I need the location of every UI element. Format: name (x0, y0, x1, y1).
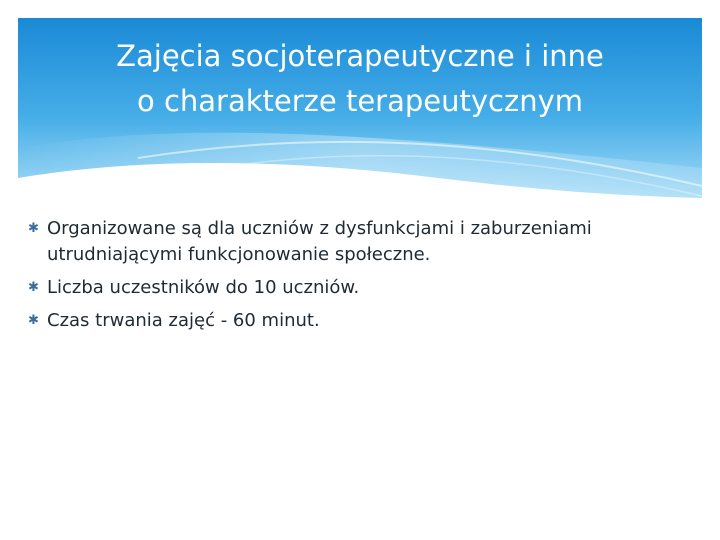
asterisk-bullet-icon: ✱ (28, 280, 39, 295)
bullet-item (28, 216, 688, 268)
title-banner (18, 18, 702, 200)
bullet-text: Czas trwania zajęć - 60 minut. (47, 310, 320, 331)
bullet-item (28, 308, 688, 334)
asterisk-bullet-icon: ✱ (28, 313, 39, 328)
slide-title-line: o charakterze terapeutycznym (137, 84, 583, 118)
bullet-text: Liczba uczestników do 10 uczniów. (47, 277, 360, 298)
slide-title (18, 34, 702, 124)
asterisk-bullet-icon: ✱ (28, 221, 39, 236)
bullet-text: Organizowane są dla uczniów z dysfunkcjami i zaburzeniami utrudniającymi funkcjonowanie społeczne. (47, 218, 592, 265)
bullet-list (28, 216, 688, 341)
bullet-item (28, 275, 688, 301)
slide-title-line: Zajęcia socjoterapeutyczne i inne (116, 39, 604, 73)
